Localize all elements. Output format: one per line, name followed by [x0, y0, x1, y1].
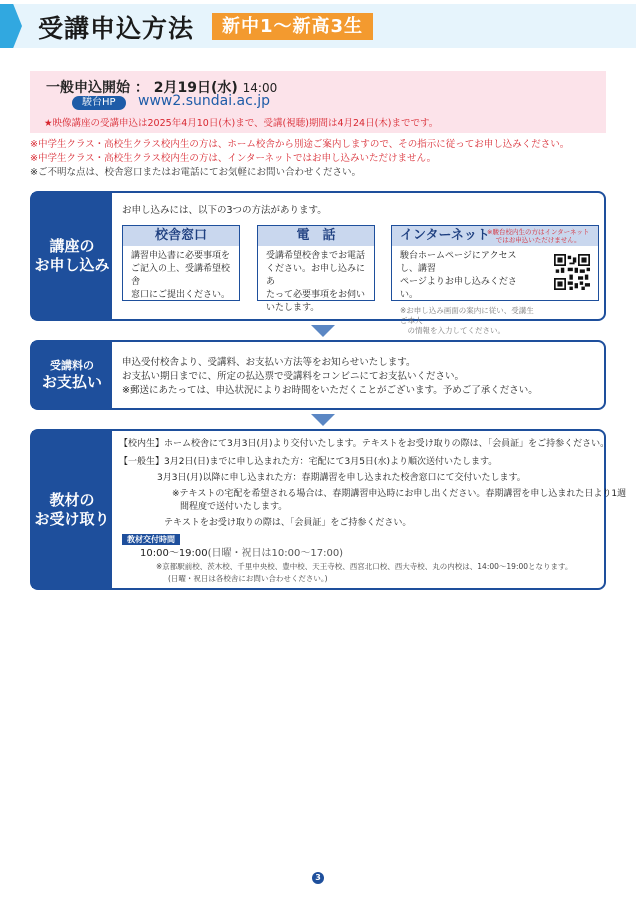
member-card-line: テキストをお受け取りの際は、「会員証」をご持参ください。: [164, 518, 412, 528]
section-label: [32, 342, 112, 408]
section-payment: [30, 340, 606, 410]
method-title: 電 話: [258, 226, 374, 246]
internet-restriction-note: [487, 228, 589, 244]
open-time: 14:00: [242, 81, 278, 95]
section-label: [32, 431, 112, 588]
method-card-internet: [391, 225, 599, 335]
method-line: 講習申込書に必要事項を: [131, 251, 231, 261]
school-hours-note: (日曜・祝日は各校舎にお問い合わせください。): [168, 574, 328, 583]
method-card-phone: [257, 225, 375, 313]
method-text: [123, 246, 239, 306]
flow-arrow-icon: [311, 325, 335, 337]
open-label: 一般申込開始 ：: [46, 80, 149, 96]
method-line: 受講希望校舎までお電話: [266, 251, 366, 261]
payment-line: 申込受付校舎より、受講料、お支払い方法等をお知らせいたします。: [122, 357, 416, 368]
page-header: [0, 0, 636, 56]
methods-intro: お申し込みには、以下の3つの方法があります。: [122, 205, 327, 216]
method-line: 駿台ホームページにアクセスし、講習: [400, 251, 517, 274]
internet-sub-note: [392, 306, 542, 336]
method-line: ご記入の上、受講希望校舎: [131, 264, 231, 287]
method-title: インターネット: [400, 228, 490, 243]
general-student-line: 3月3日(月)以降に申し込まれた方：春期講習を申し込まれた校舎窓口にて交付いたします。: [157, 473, 526, 483]
method-text: [392, 246, 542, 306]
method-title-row: [392, 226, 598, 246]
delivery-note-line: ※テキストの宅配を希望される場合は、春期講習申込時にお申し出ください。春期講習を申し込まれた日より1週: [172, 489, 627, 499]
internal-student-line: 【校内生】ホーム校舎にて3月3日(月)より交付いたします。テキストをお受け取りの際は、「会員証」をご持参ください。: [119, 439, 610, 449]
video-course-note: ★映像講座の受講申込は2025年4月10日(木)まで、受講(視聴)期間は4月24日(木)までです。: [44, 118, 439, 129]
method-line: ください。お申し込みにあ: [266, 264, 366, 287]
section-application: [30, 191, 606, 335]
material-hours-note: (日曜・祝日は10:00～17:00): [207, 548, 344, 559]
restriction-line: ではお申込いただけません。: [495, 236, 581, 244]
material-hours-line: [140, 547, 343, 561]
open-date: 2月19日(水): [153, 80, 238, 96]
general-student-line: 【一般生】3月2日(日)までに申し込まれた方：宅配にて3月5日(水)より順次送付いたします。: [119, 457, 498, 467]
section-label: [32, 193, 112, 319]
application-notice: [30, 71, 606, 133]
hp-url-link[interactable]: www2.sundai.ac.jp: [138, 93, 271, 109]
restriction-line: ※駿台校内生の方はインターネット: [487, 228, 590, 236]
note-item: ※中学生クラス・高校生クラス校内生の方は、ホーム校舎から別途ご案内しますので、その指示に従ってお申し込みください。: [30, 139, 570, 150]
payment-line: ※郵送にあたっては、申込状況によりお時間をいただくことがございます。予めご了承ください。: [122, 385, 538, 396]
section-body: [122, 342, 596, 408]
target-grade-badge: 新中1～新高3生: [212, 13, 373, 40]
section-label-line: お申し込み: [34, 256, 110, 274]
qr-code-icon[interactable]: [554, 254, 590, 290]
note-item: ※ご不明な点は、校舎窓口またはお電話にてお気軽にお問い合わせください。: [30, 167, 361, 178]
section-label-line: 教材の: [49, 490, 95, 509]
payment-text: [122, 356, 538, 398]
material-hours-badge: 教材交付時間: [122, 534, 180, 545]
method-line: いたします。: [266, 303, 320, 313]
payment-line: お支払い期日までに、所定の払込票で受講料をコンビニにてお支払いください。: [122, 371, 465, 382]
page-title: 受講申込方法: [38, 14, 195, 43]
method-line: ページよりお申し込みください。: [400, 277, 517, 300]
flow-arrow-icon: [311, 414, 335, 426]
section-label-line: 受講料の: [50, 358, 94, 372]
page-number: 3: [312, 872, 324, 884]
section-label-line: お受け取り: [34, 509, 110, 528]
method-title: 校舎窓口: [123, 226, 239, 246]
hp-badge: 駿台HP: [72, 96, 126, 110]
method-line: 窓口にご提出ください。: [131, 290, 231, 300]
note-item: ※中学生クラス・高校生クラス校内生の方は、インターネットではお申し込みいただけません。: [30, 153, 437, 164]
material-hours: 10:00～19:00: [140, 548, 208, 559]
section-label-line: お支払い: [41, 372, 102, 391]
method-text: [258, 246, 374, 319]
method-card-counter: [122, 225, 240, 301]
section-materials: [30, 429, 627, 590]
section-body: [122, 193, 596, 335]
delivery-note-line: 間程度で送付いたします。: [180, 502, 288, 512]
sub-note-line: の情報を入力してください。: [400, 326, 505, 335]
method-line: たって必要事項をお伺い: [266, 290, 366, 300]
section-body: [119, 431, 627, 588]
notes-list: [30, 138, 569, 180]
school-hours-note: ※京都駅前校、茨木校、千里中央校、豊中校、天王寺校、西宮北口校、西大寺校、丸の内校は、14:00～19:00となります。: [156, 562, 573, 571]
section-label-line: 講座の: [49, 237, 95, 255]
sub-note-line: ※お申し込み画面の案内に従い、受講生ご本人: [400, 306, 534, 325]
